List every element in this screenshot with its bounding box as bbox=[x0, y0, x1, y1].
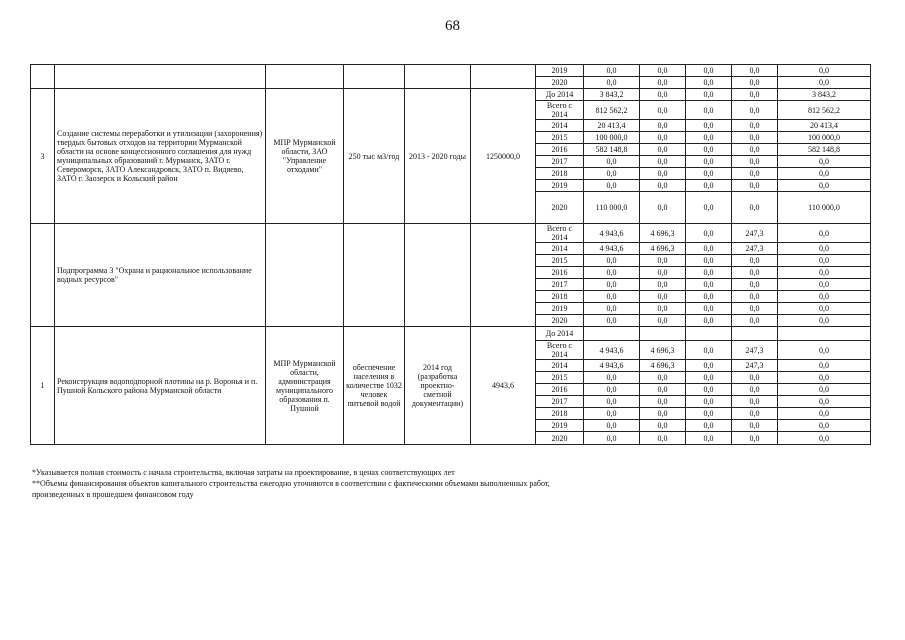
object-name: Создание системы переработки и утилизации (захоронения) твердых бытовых отходов на территории Мурманской области на основе концессионного соглашения для нужд муниципальных образований г. Мурманск, ЗАТО г. Североморск, ЗАТО Александровск, ЗАТО п. Видяево, ЗАТО г. Заозерск и Кольский район bbox=[55, 89, 266, 224]
value-cell: 0,0 bbox=[732, 89, 778, 101]
value-cell: 20 413,4 bbox=[584, 120, 640, 132]
year-cell: 2019 bbox=[536, 180, 584, 192]
year-cell: 2019 bbox=[536, 420, 584, 432]
value-cell: 0,0 bbox=[732, 156, 778, 168]
value-cell: 0,0 bbox=[686, 243, 732, 255]
value-cell: 0,0 bbox=[686, 384, 732, 396]
value-cell: 0,0 bbox=[686, 120, 732, 132]
year-cell: 2017 bbox=[536, 279, 584, 291]
value-cell: 0,0 bbox=[640, 77, 686, 89]
value-cell: 0,0 bbox=[686, 432, 732, 445]
value-cell: 0,0 bbox=[686, 291, 732, 303]
value-cell: 0,0 bbox=[778, 255, 871, 267]
value-cell: 0,0 bbox=[732, 396, 778, 408]
value-cell: 0,0 bbox=[640, 267, 686, 279]
value-cell: 0,0 bbox=[778, 408, 871, 420]
value-cell: 0,0 bbox=[686, 303, 732, 315]
capacity-cell bbox=[344, 65, 405, 89]
value-cell: 0,0 bbox=[640, 396, 686, 408]
value-cell: 0,0 bbox=[778, 243, 871, 255]
value-cell: 0,0 bbox=[640, 303, 686, 315]
value-cell: 0,0 bbox=[732, 132, 778, 144]
value-cell: 0,0 bbox=[640, 132, 686, 144]
footnote: *Указывается полная стоимость с начала строительства, включая затраты на проектирование, в ценах соответствующих лет bbox=[32, 468, 455, 477]
row-number: 3 bbox=[31, 89, 55, 224]
value-cell: 0,0 bbox=[778, 396, 871, 408]
value-cell: 4 696,3 bbox=[640, 243, 686, 255]
year-cell: 2014 bbox=[536, 243, 584, 255]
year-cell: 2016 bbox=[536, 267, 584, 279]
row-number bbox=[31, 224, 55, 327]
value-cell: 0,0 bbox=[778, 360, 871, 372]
value-cell: 812 562,2 bbox=[584, 101, 640, 120]
value-cell: 0,0 bbox=[686, 132, 732, 144]
value-cell: 0,0 bbox=[584, 303, 640, 315]
value-cell: 0,0 bbox=[732, 420, 778, 432]
year-cell: 2014 bbox=[536, 360, 584, 372]
capacity-cell: 250 тыс м3/год bbox=[344, 89, 405, 224]
value-cell: 0,0 bbox=[686, 180, 732, 192]
value-cell: 247,3 bbox=[732, 341, 778, 360]
value-cell: 4 943,6 bbox=[584, 360, 640, 372]
year-cell: 2018 bbox=[536, 291, 584, 303]
executor-cell: МПР Мурманской области, ЗАО "Управление отходами" bbox=[266, 89, 344, 224]
value-cell: 0,0 bbox=[584, 77, 640, 89]
value-cell: 812 562,2 bbox=[778, 101, 871, 120]
value-cell: 4 696,3 bbox=[640, 224, 686, 243]
value-cell: 0,0 bbox=[778, 432, 871, 445]
value-cell: 0,0 bbox=[686, 224, 732, 243]
value-cell: 0,0 bbox=[732, 315, 778, 327]
value-cell bbox=[686, 327, 732, 341]
value-cell: 0,0 bbox=[640, 180, 686, 192]
period-cell: 2014 год (разработка проектно-сметной документации) bbox=[405, 327, 471, 445]
year-cell: 2019 bbox=[536, 303, 584, 315]
value-cell: 0,0 bbox=[686, 341, 732, 360]
cost-cell bbox=[471, 65, 536, 89]
value-cell: 4 696,3 bbox=[640, 341, 686, 360]
value-cell: 0,0 bbox=[640, 408, 686, 420]
cost-cell bbox=[471, 224, 536, 327]
value-cell: 0,0 bbox=[778, 420, 871, 432]
table-row bbox=[31, 89, 871, 101]
cost-cell: 4943,6 bbox=[471, 327, 536, 445]
capacity-cell: обеспечение населения в количестве 1032 человек питьевой водой bbox=[344, 327, 405, 445]
value-cell: 0,0 bbox=[686, 168, 732, 180]
value-cell: 110 000,0 bbox=[778, 192, 871, 224]
value-cell: 247,3 bbox=[732, 243, 778, 255]
table-row bbox=[31, 327, 871, 341]
value-cell: 0,0 bbox=[778, 291, 871, 303]
value-cell: 0,0 bbox=[640, 156, 686, 168]
value-cell: 0,0 bbox=[732, 77, 778, 89]
value-cell: 0,0 bbox=[686, 255, 732, 267]
value-cell: 0,0 bbox=[778, 341, 871, 360]
value-cell: 0,0 bbox=[584, 168, 640, 180]
value-cell: 0,0 bbox=[686, 279, 732, 291]
value-cell: 0,0 bbox=[686, 65, 732, 77]
value-cell: 0,0 bbox=[686, 360, 732, 372]
value-cell: 4 943,6 bbox=[584, 243, 640, 255]
value-cell: 0,0 bbox=[584, 396, 640, 408]
value-cell bbox=[732, 327, 778, 341]
year-cell: 2020 bbox=[536, 77, 584, 89]
value-cell: 0,0 bbox=[686, 408, 732, 420]
value-cell: 0,0 bbox=[584, 291, 640, 303]
year-cell: 2018 bbox=[536, 168, 584, 180]
year-cell: 2020 bbox=[536, 192, 584, 224]
value-cell: 0,0 bbox=[640, 168, 686, 180]
value-cell: 0,0 bbox=[640, 120, 686, 132]
value-cell bbox=[584, 327, 640, 341]
value-cell: 0,0 bbox=[732, 372, 778, 384]
value-cell: 0,0 bbox=[686, 77, 732, 89]
page-number: 68 bbox=[445, 18, 460, 34]
value-cell: 110 000,0 bbox=[584, 192, 640, 224]
object-name bbox=[55, 65, 266, 89]
value-cell: 0,0 bbox=[640, 255, 686, 267]
year-cell: 2017 bbox=[536, 396, 584, 408]
value-cell: 0,0 bbox=[640, 420, 686, 432]
row-number bbox=[31, 65, 55, 89]
value-cell: 100 000,0 bbox=[778, 132, 871, 144]
value-cell: 0,0 bbox=[778, 77, 871, 89]
executor-cell bbox=[266, 65, 344, 89]
financing-table bbox=[30, 64, 871, 445]
value-cell bbox=[778, 327, 871, 341]
value-cell: 0,0 bbox=[778, 384, 871, 396]
value-cell: 0,0 bbox=[732, 291, 778, 303]
value-cell: 0,0 bbox=[732, 180, 778, 192]
value-cell: 20 413,4 bbox=[778, 120, 871, 132]
period-cell bbox=[405, 224, 471, 327]
value-cell: 0,0 bbox=[584, 432, 640, 445]
table-row bbox=[31, 65, 871, 77]
value-cell: 0,0 bbox=[640, 279, 686, 291]
value-cell: 0,0 bbox=[686, 267, 732, 279]
value-cell: 0,0 bbox=[778, 65, 871, 77]
value-cell: 4 943,6 bbox=[584, 224, 640, 243]
value-cell: 0,0 bbox=[732, 303, 778, 315]
year-cell: Всего с 2014 bbox=[536, 101, 584, 120]
value-cell: 0,0 bbox=[686, 89, 732, 101]
executor-cell bbox=[266, 224, 344, 327]
value-cell: 0,0 bbox=[778, 156, 871, 168]
row-number: 1 bbox=[31, 327, 55, 445]
value-cell: 0,0 bbox=[584, 408, 640, 420]
value-cell: 0,0 bbox=[732, 144, 778, 156]
year-cell: Всего с 2014 bbox=[536, 224, 584, 243]
value-cell: 0,0 bbox=[778, 303, 871, 315]
value-cell: 0,0 bbox=[778, 224, 871, 243]
year-cell: 2018 bbox=[536, 408, 584, 420]
value-cell: 0,0 bbox=[584, 372, 640, 384]
value-cell: 0,0 bbox=[778, 372, 871, 384]
value-cell: 0,0 bbox=[640, 315, 686, 327]
year-cell: До 2014 bbox=[536, 327, 584, 341]
value-cell: 0,0 bbox=[640, 372, 686, 384]
value-cell: 582 148,8 bbox=[778, 144, 871, 156]
year-cell: 2020 bbox=[536, 432, 584, 445]
value-cell bbox=[640, 327, 686, 341]
value-cell: 0,0 bbox=[640, 101, 686, 120]
value-cell: 0,0 bbox=[732, 255, 778, 267]
year-cell: 2020 bbox=[536, 315, 584, 327]
value-cell: 0,0 bbox=[584, 65, 640, 77]
value-cell: 0,0 bbox=[778, 279, 871, 291]
value-cell: 0,0 bbox=[640, 291, 686, 303]
value-cell: 0,0 bbox=[640, 89, 686, 101]
year-cell: 2014 bbox=[536, 120, 584, 132]
value-cell: 0,0 bbox=[732, 267, 778, 279]
value-cell: 0,0 bbox=[686, 372, 732, 384]
value-cell: 0,0 bbox=[584, 315, 640, 327]
year-cell: 2015 bbox=[536, 372, 584, 384]
year-cell: 2017 bbox=[536, 156, 584, 168]
value-cell: 3 843,2 bbox=[584, 89, 640, 101]
value-cell: 0,0 bbox=[778, 168, 871, 180]
value-cell: 0,0 bbox=[640, 192, 686, 224]
value-cell: 0,0 bbox=[732, 65, 778, 77]
value-cell: 0,0 bbox=[686, 192, 732, 224]
value-cell: 247,3 bbox=[732, 224, 778, 243]
value-cell: 0,0 bbox=[732, 101, 778, 120]
value-cell: 3 843,2 bbox=[778, 89, 871, 101]
value-cell: 0,0 bbox=[686, 420, 732, 432]
value-cell: 0,0 bbox=[686, 144, 732, 156]
value-cell: 0,0 bbox=[640, 144, 686, 156]
value-cell: 0,0 bbox=[584, 279, 640, 291]
value-cell: 0,0 bbox=[732, 279, 778, 291]
value-cell: 0,0 bbox=[686, 396, 732, 408]
value-cell: 0,0 bbox=[640, 384, 686, 396]
value-cell: 0,0 bbox=[686, 101, 732, 120]
value-cell: 0,0 bbox=[584, 156, 640, 168]
footnote: **Объемы финансирования объектов капитального строительства ежегодно уточняются в соответствии с фактическими объемами выполненных работ, bbox=[32, 479, 550, 488]
cost-cell: 1250000,0 bbox=[471, 89, 536, 224]
year-cell: 2016 bbox=[536, 384, 584, 396]
value-cell: 0,0 bbox=[584, 420, 640, 432]
footnote: произведенных в прошедшем финансовом году bbox=[32, 490, 194, 499]
period-cell: 2013 - 2020 годы bbox=[405, 89, 471, 224]
executor-cell: МПР Мурманской области, администрация муниципального образования п. Пушной bbox=[266, 327, 344, 445]
value-cell: 0,0 bbox=[732, 384, 778, 396]
value-cell: 0,0 bbox=[778, 267, 871, 279]
year-cell: 2015 bbox=[536, 255, 584, 267]
value-cell: 0,0 bbox=[732, 168, 778, 180]
value-cell: 0,0 bbox=[778, 315, 871, 327]
value-cell: 0,0 bbox=[732, 408, 778, 420]
value-cell: 0,0 bbox=[732, 120, 778, 132]
year-cell: До 2014 bbox=[536, 89, 584, 101]
table-row bbox=[31, 224, 871, 243]
value-cell: 0,0 bbox=[584, 180, 640, 192]
year-cell: 2016 bbox=[536, 144, 584, 156]
period-cell bbox=[405, 65, 471, 89]
value-cell: 247,3 bbox=[732, 360, 778, 372]
year-cell: Всего с 2014 bbox=[536, 341, 584, 360]
value-cell: 0,0 bbox=[686, 315, 732, 327]
capacity-cell bbox=[344, 224, 405, 327]
object-name: Реконструкция водоподпорной плотины на р. Воронья и п. Пушной Кольского района Мурманской области bbox=[55, 327, 266, 445]
value-cell: 0,0 bbox=[584, 267, 640, 279]
value-cell: 4 943,6 bbox=[584, 341, 640, 360]
value-cell: 0,0 bbox=[778, 180, 871, 192]
object-name: Подпрограмма 3 "Охрана и рациональное использование водных ресурсов" bbox=[55, 224, 266, 327]
value-cell: 0,0 bbox=[732, 432, 778, 445]
value-cell: 0,0 bbox=[732, 192, 778, 224]
value-cell: 582 148,8 bbox=[584, 144, 640, 156]
value-cell: 0,0 bbox=[584, 255, 640, 267]
value-cell: 0,0 bbox=[686, 156, 732, 168]
year-cell: 2019 bbox=[536, 65, 584, 77]
value-cell: 0,0 bbox=[640, 65, 686, 77]
year-cell: 2015 bbox=[536, 132, 584, 144]
value-cell: 4 696,3 bbox=[640, 360, 686, 372]
footnotes bbox=[32, 467, 550, 500]
value-cell: 0,0 bbox=[640, 432, 686, 445]
value-cell: 100 000,0 bbox=[584, 132, 640, 144]
value-cell: 0,0 bbox=[584, 384, 640, 396]
